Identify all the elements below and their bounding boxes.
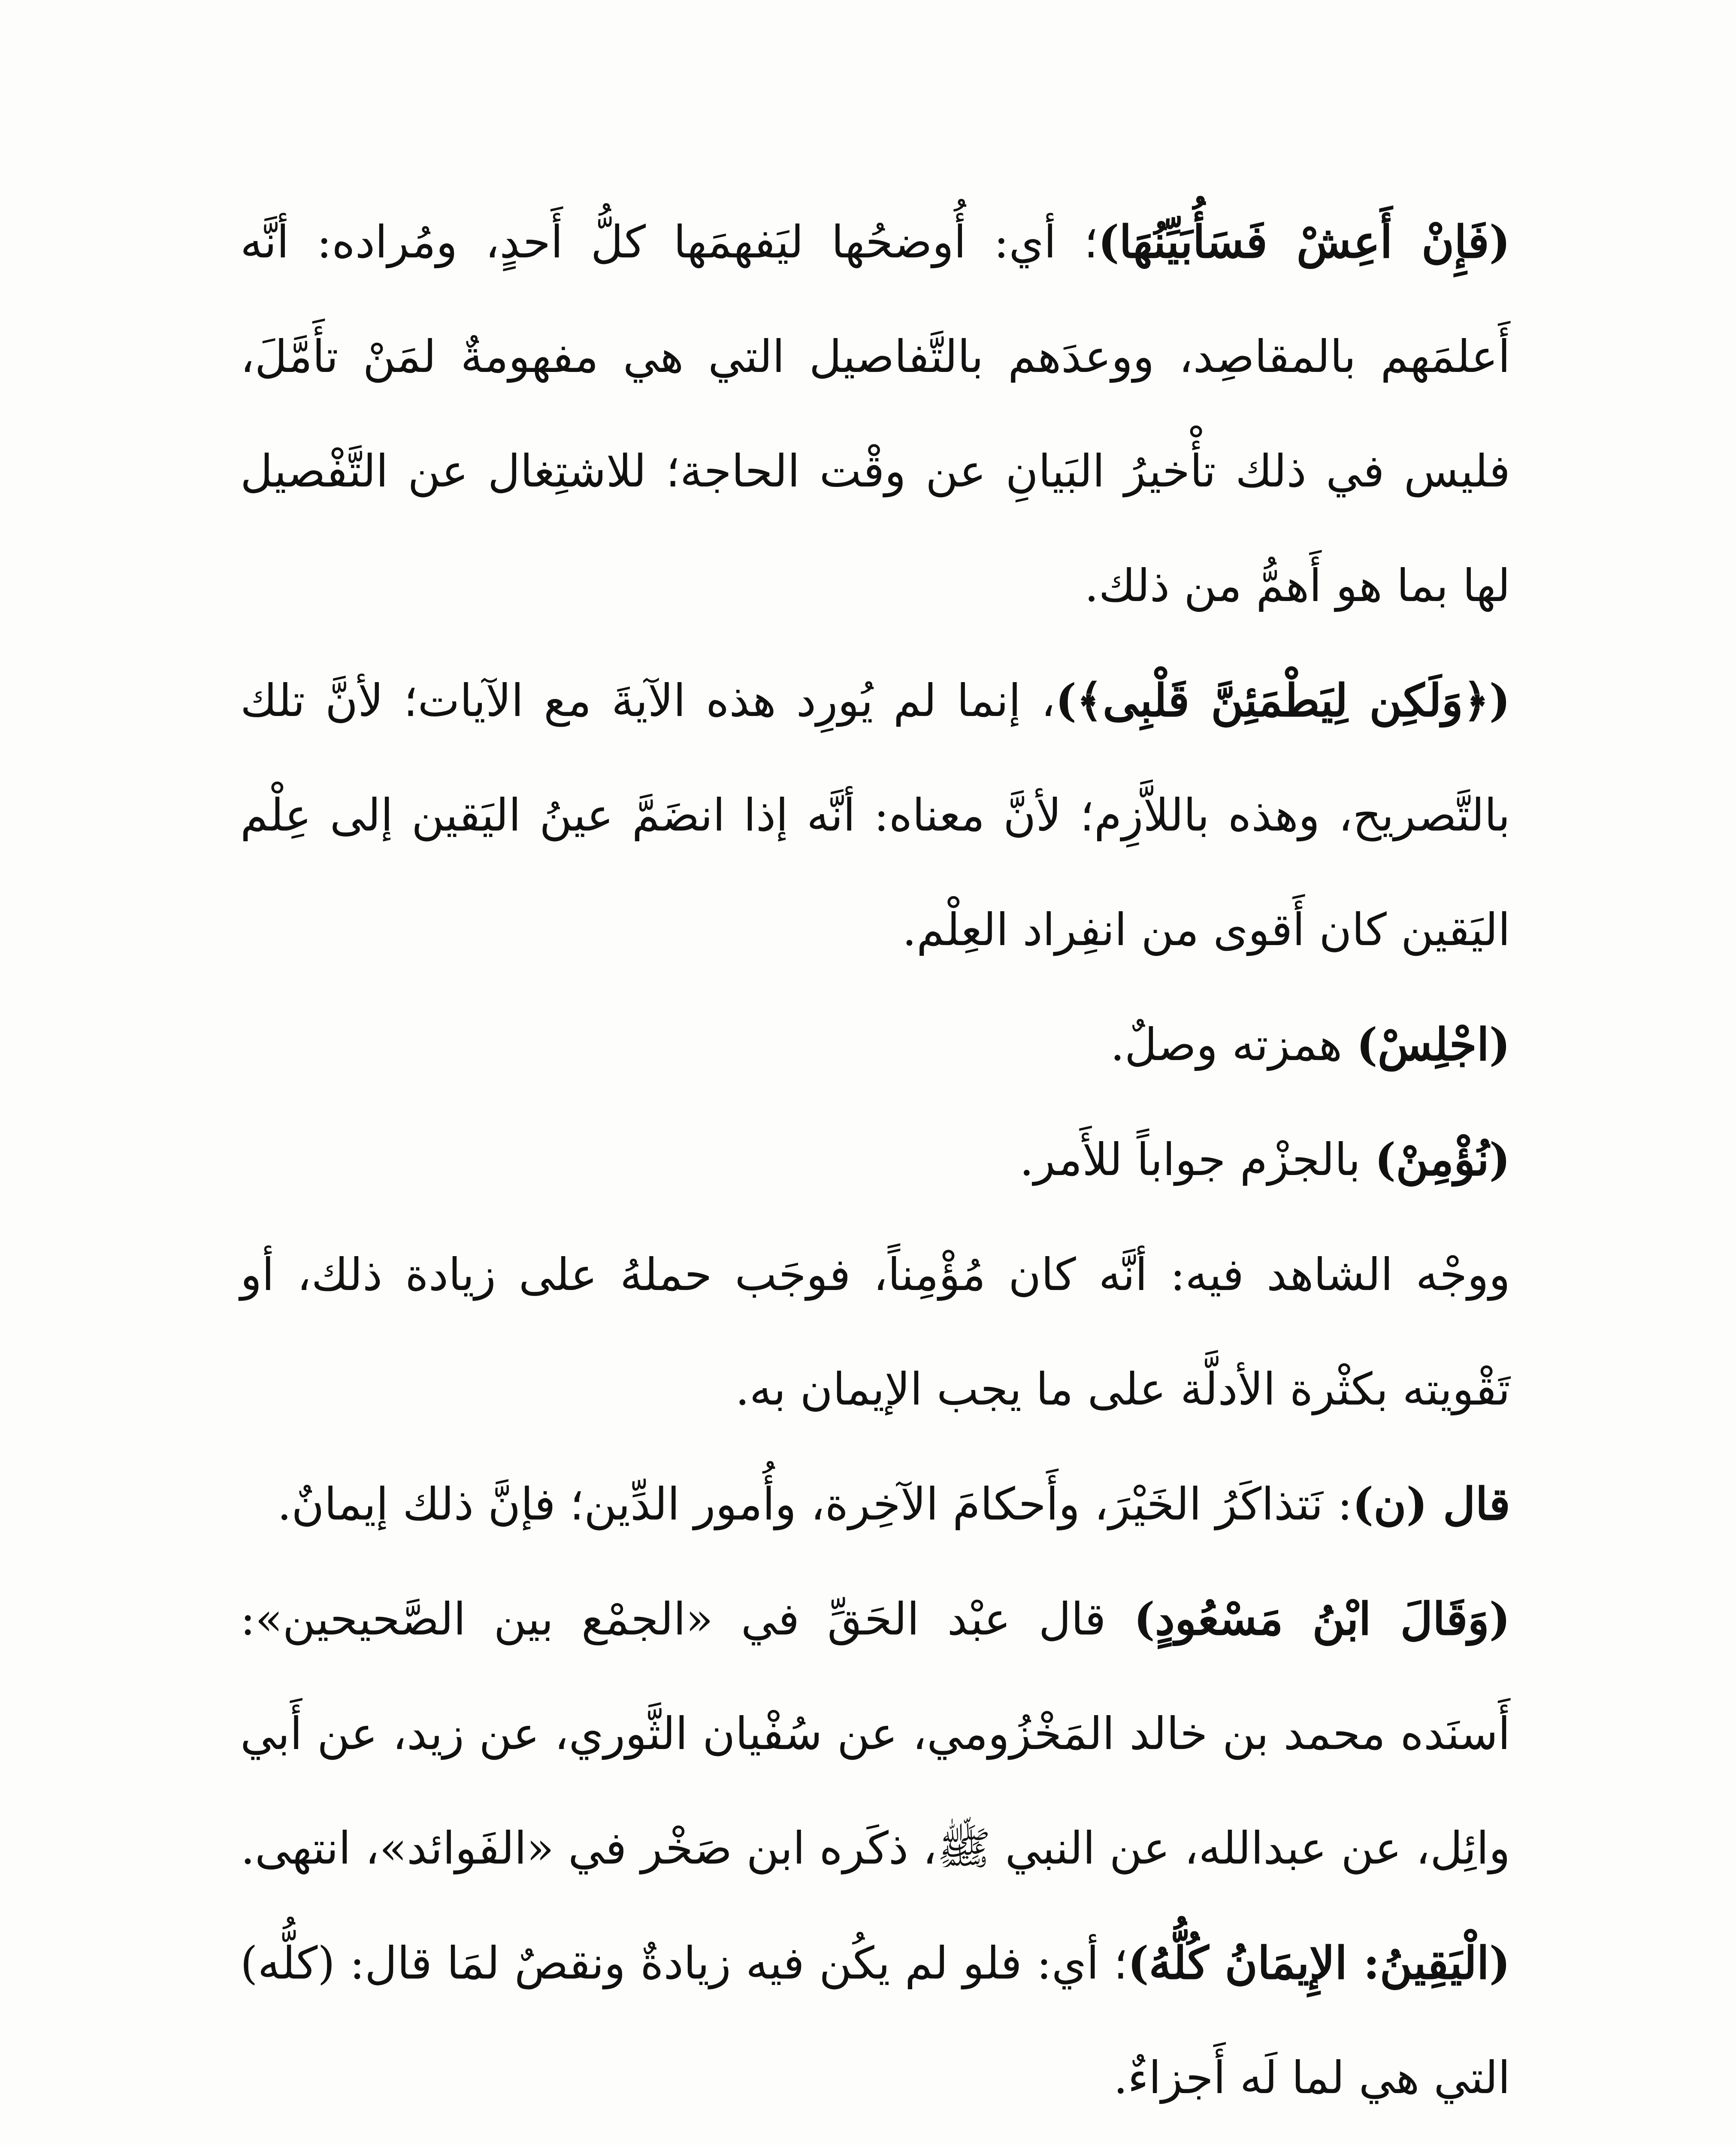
paragraph-4 [240, 1102, 1510, 1217]
paragraph-text: ؛ أي: أُوضحُها ليَفهمَها كلُّ أَحدٍ، ومُراده: أنَّه أَعلمَهم بالمقاصِد، ووعدَهم بالتَّفاصيل التي هي مفهومةٌ لمَنْ تأَمَّلَ، فليس في ذلك تأْخيرُ البَيانِ عن وقْت الحاجة؛ للاشتِغال عن التَّفْصيل لها بما هو أَهمُّ من ذلك. [240, 216, 1510, 612]
quoted-phrase: (نُؤْمِنْ) [1375, 1133, 1510, 1186]
paragraph-text: قال عبْد الحَقِّ في «الجمْع بين الصَّحيحين»: أَسنَده محمد بن خالد المَخْزُومي، عن سُفْيان الثَّوري، عن زيد، عن أَبي وائِل، عن عبدالله، عن النبي ﷺ، ذكَره ابن صَخْر في «الفَوائد»، انتهى. [240, 1593, 1510, 1874]
page-body [240, 184, 1510, 2135]
quranic-verse: (﴿وَلَكِن لِيَطْمَئِنَّ قَلْبِى﴾) [1055, 674, 1511, 727]
paragraph-6 [240, 1447, 1510, 1562]
paragraph-text: : نَتذاكَرُ الخَيْرَ، وأَحكامَ الآخِرة، وأُمور الدِّين؛ فإنَّ ذلك إيمانٌ. [277, 1478, 1353, 1530]
quoted-phrase: (الْيَقِينُ: الإِيمَانُ كُلُّهُ) [1128, 1937, 1510, 1989]
quoted-phrase: قال (ن) [1352, 1477, 1510, 1530]
quoted-phrase: (فَإِنْ أَعِشْ فَسَأُبَيِّنُهَا) [1098, 215, 1510, 268]
paragraph-7 [240, 1562, 1510, 1906]
paragraph-text: بالجزْم جواباً للأَمر. [1019, 1133, 1375, 1186]
paragraph-1 [240, 184, 1510, 643]
quoted-phrase: (اجْلِسْ) [1356, 1018, 1510, 1071]
paragraph-text: ووجْه الشاهد فيه: أنَّه كان مُؤْمِناً، فوجَب حملهُ على زيادة ذلك، أو تَقْويته بكثْرة الأدلَّة على ما يجب الإيمان به. [240, 1248, 1510, 1415]
paragraph-2 [240, 643, 1510, 987]
paragraph-8 [240, 1906, 1510, 2135]
paragraph-text: ، إنما لم يُورِد هذه الآيةَ مع الآيات؛ لأنَّ تلك بالتَّصريح، وهذه باللاَّزِم؛ لأنَّ معناه: أنَّه إذا انضَمَّ عينُ اليَقين إلى عِلْم اليَقين كان أَقوى من انفِراد العِلْم. [240, 674, 1510, 956]
paragraph-5 [240, 1217, 1510, 1447]
quoted-phrase: (وَقَالَ ابْنُ مَسْعُودٍ) [1134, 1592, 1511, 1645]
paragraph-text: همزته وصلٌ. [1110, 1018, 1357, 1071]
paragraph-text: ؛ أي: فلو لم يكُن فيه زيادةٌ ونقصٌ لمَا قال: (كلُّه) التي هي لما لَه أَجزاءٌ. [240, 1937, 1510, 2104]
paragraph-3 [240, 987, 1510, 1102]
